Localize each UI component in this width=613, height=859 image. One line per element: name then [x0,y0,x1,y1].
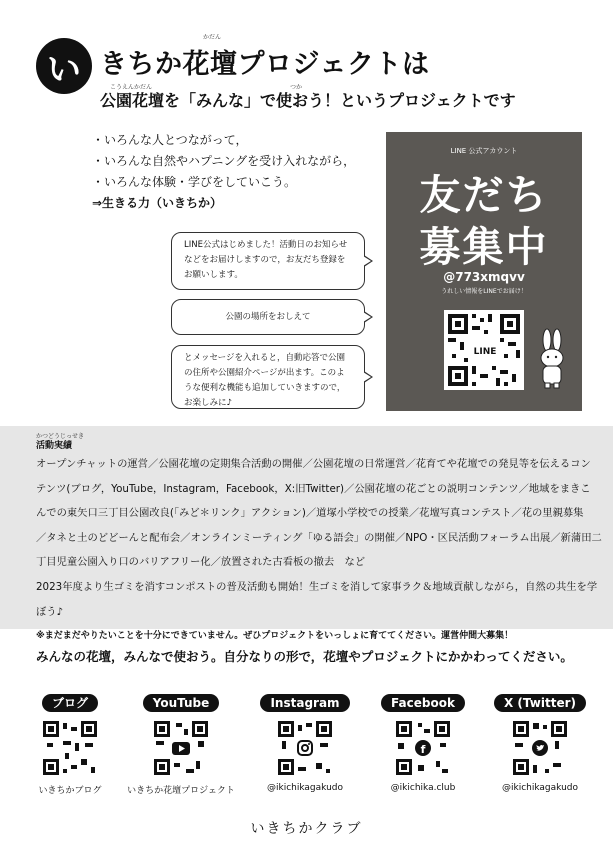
social-caption: @ikichikagakudo [501,783,579,793]
activities-body [36,452,602,649]
line-qr-code-icon[interactable] [444,310,524,390]
facebook-qr-code-icon[interactable] [394,719,452,777]
social-label: ブログ [42,694,98,712]
social-youtube[interactable] [121,692,241,796]
social-caption: @ikichikagakudo [266,783,344,793]
page-subtitle: 公園花壇を「みんな」で使おう！というプロジェクトです [100,91,516,110]
activities-title-ruby: かつどうじっせき [36,433,85,440]
line-account-id: @773xmqvv [443,270,525,284]
line-official-label: LINE 公式アカウント [450,147,518,155]
activities-line: オープンチャットの運営／公園花壇の定期集合活動の開催／公園花壇の日常運営／花育てや花壇での発見等を伝えるコン [36,458,591,470]
tagline: ⇒生きる力（いきちか） [92,196,223,210]
mission-bullets [92,130,355,214]
line-friend-card [386,132,582,411]
activities-note: ※まだまだやりたいことを十分にできていません。ぜひプロジェクトをいっしょに育ててください。運営仲間大募集！ [36,631,514,642]
social-x-twitter[interactable] [480,692,600,793]
activities-line: 丁目児童公園入り口のバリアフリー化／放置された古看板の撤去 など [36,556,366,569]
subtitle-ruby-2: つか [290,84,303,91]
social-label: Instagram [260,694,349,712]
social-label: YouTube [143,694,220,712]
activities-line: ／タネと土のどどーんと配布会／オンラインミーティング「ゆる語会」の開催／NPO・区民活動フォーラム出展／新蒲田二 [36,531,602,544]
closing-message: みんなの花壇，みんなで使おう。自分なりの形で，花壇やプロジェクトにかかわってください。 [36,649,573,664]
youtube-qr-code-icon[interactable] [152,719,210,777]
footer-logo: いきちかクラブ [250,821,363,837]
activities-section [0,426,613,642]
youtube-icon [171,738,191,758]
logo-circle: い [36,38,92,94]
x-qr-code-icon[interactable] [511,719,569,777]
bullet-item: ・いろんな体験・学びをしていこう。 [92,175,297,189]
activities-title: 活動実績 [36,441,73,451]
social-facebook[interactable] [363,692,483,793]
chat-bubble-question: 公園の場所をおしえて [171,299,365,335]
activities-line: テンツ(ブログ，YouTube，Instagram，Facebook，X:旧Twitter)／公園花壇の花ごとの説明コンテンツ／地域をまきこ [36,482,591,495]
social-caption: いきちか花壇プロジェクト [127,786,235,796]
title-ruby: かだん [203,34,222,41]
page-title: きちか花壇プロジェクトは [100,49,430,80]
social-caption: @ikichika.club [390,783,456,793]
social-label: X (Twitter) [494,694,586,712]
social-label: Facebook [381,694,465,712]
chat-bubble-answer: とメッセージを入れると，自動応答で公園の住所や公園紹介ページが出ます。このような便利な機能も追加していきますので，お楽しみに♪ [171,345,365,409]
instagram-icon [295,738,315,758]
social-caption: いきちかブログ [38,786,102,796]
chat-bubble-intro: LINE公式はじめました！活動日のお知らせなどをお届けしますので，お友だち登録をお願いします。 [171,232,365,290]
social-blog[interactable] [10,692,130,796]
activities-line: んでの東矢口三丁目公園改良(「みど＊リンク」アクション)／道塚小学校での授業／花壇写真コンテスト／花の里親募集 [36,507,584,520]
subtitle-ruby-1: こうえんかだん [110,84,153,91]
twitter-bird-icon [530,738,550,758]
facebook-icon [413,738,433,758]
instagram-qr-code-icon[interactable] [276,719,334,777]
line-note: うれしい情報をLINEでお届け！ [441,288,527,295]
activities-line: 2023年度より生ゴミを消すコンポストの普及活動も開始！生ゴミを消して家事ラク＆地域貢献しながら，自然の共生を学 [36,580,598,593]
social-instagram[interactable] [245,692,365,793]
bunny-mascot-icon [534,328,570,390]
blog-qr-code-icon[interactable] [41,719,99,777]
bullet-item: ・いろんな自然やハプニングを受け入れながら， [92,154,356,168]
svg-text:f: f [420,743,426,756]
svg-text:LINE: LINE [473,347,497,357]
activities-line: ぼう♪ [36,605,64,618]
line-headline-2: 募集中 [419,223,549,271]
line-headline-1: 友だち [419,171,549,219]
bullet-item: ・いろんな人とつながって， [92,133,248,147]
